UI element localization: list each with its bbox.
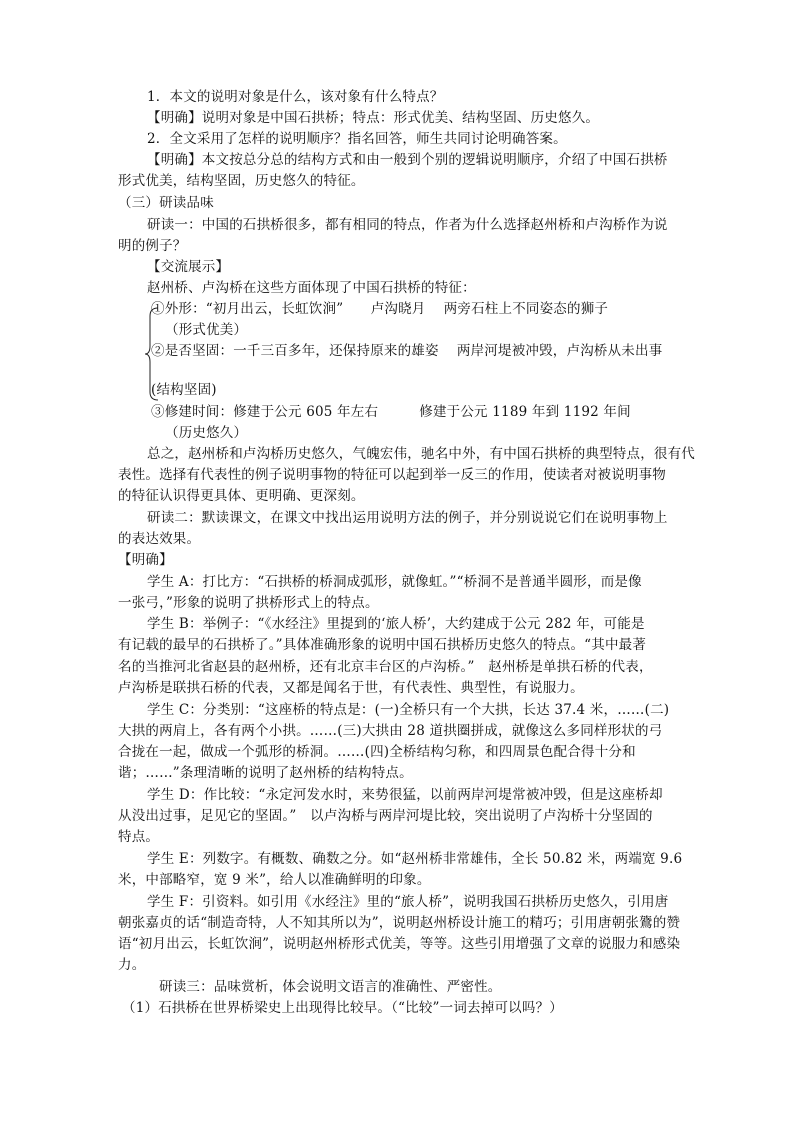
text-line: （历史悠久）: [165, 425, 248, 441]
text-line: （形式优美）: [165, 322, 248, 338]
text-line: 学生 C：分类别：“这座桥的特点是：(一)全桥只有一个大拱，长达 37.4 米，……(二): [147, 702, 670, 718]
text-line: 形式优美，结构坚固，历史悠久的特征。: [118, 173, 365, 189]
text-line: 明的例子？: [118, 238, 187, 254]
text-line: 学生 A：打比方：“石拱桥的桥洞成弧形，就像虹。”“桥洞不是普通半圆形，而是像: [147, 574, 642, 590]
text-line: 【明确】说明对象是中国石拱桥；特点：形式优美、结构坚固、历史悠久。: [147, 110, 600, 126]
text-line: 语“初月出云，长虹饮涧”，说明赵州桥形式优美，等等。这些引用增强了文章的说服力和感染: [118, 936, 681, 952]
text-line: 从没出过事，足见它的坚固。” 以卢沟桥与两岸河堤比较，突出说明了卢沟桥十分坚固的: [118, 808, 653, 824]
text-line: 大拱的两肩上，各有两个小拱。……(三)大拱由 28 道拱圈拼成，就像这么多同样形状的弓: [118, 723, 663, 739]
text-line: ③修建时间：修建于公元 605 年左右 修建于公元 1189 年到 1192 年间: [151, 404, 631, 420]
text-line: ①外形：“初月出云，长虹饮涧” 卢沟晓月 两旁石柱上不同姿态的狮子: [151, 301, 609, 317]
text-line: 的表达效果。: [118, 531, 201, 547]
text-line: 卢沟桥是联拱石桥的代表，又都是闻名于世，有代表性、典型性，有说服力。: [118, 680, 584, 696]
text-line: （1）石拱桥在世界桥梁史上出现得比较早。（“比较”一词去掉可以吗？）: [122, 1000, 563, 1016]
text-line: 有记载的最早的石拱桥了。”具体准确形象的说明中国石拱桥历史悠久的特点。“其中最著: [118, 637, 647, 653]
text-line: (结构坚固): [151, 382, 217, 398]
text-line: 【交流展示】: [147, 259, 230, 275]
text-line: ②是否坚固：一千三百多年，还保持原来的雄姿 两岸河堤被冲毁，卢沟桥从未出事: [151, 343, 663, 359]
text-line: 米，中部略窄，宽 9 米”，给人以准确鲜明的印象。: [118, 872, 431, 888]
text-line: 1．本文的说明对象是什么，该对象有什么特点？: [147, 89, 444, 105]
text-line: 学生 F：引资料。如引用《水经注》里的“旅人桥”，说明我国石拱桥历史悠久，引用唐: [147, 894, 669, 910]
text-line: 名的当推河北省赵县的赵州桥，还有北京丰台区的卢沟桥。” 赵州桥是单拱石桥的代表，: [118, 659, 653, 675]
text-line: 特点。: [118, 829, 160, 845]
text-line: 研读一：中国的石拱桥很多，都有相同的特点，作者为什么选择赵州桥和卢沟桥作为说: [147, 217, 668, 233]
text-line: 研读三：品味赏析，体会说明文语言的准确性、严密性。: [159, 979, 502, 995]
text-line: 一张弓，”形象的说明了拱桥形式上的特点。: [118, 595, 379, 611]
text-line: （三）研读品味: [118, 195, 214, 211]
text-line: 表性。选择有代表性的例子说明事物的特征可以起到举一反三的作用，使读者对被说明事物: [118, 467, 666, 483]
text-line: 2．全文采用了怎样的说明顺序？指名回答，师生共同讨论明确答案。: [147, 131, 567, 147]
text-line: 的特征认识得更具体、更明确、更深刻。: [118, 488, 365, 504]
text-line: 赵州桥、卢沟桥在这些方面体现了中国石拱桥的特征：: [147, 280, 476, 296]
text-line: 学生 B：举例子：“《水经注》里提到的‘旅人桥’，大约建成于公元 282 年，可能是: [147, 616, 645, 632]
text-line: 合拢在一起，做成一个弧形的桥洞。……(四)全桥结构匀称，和四周景色配合得十分和: [118, 744, 636, 760]
text-line: 力。: [118, 957, 146, 973]
text-line: 学生 D：作比较：“永定河发水时，来势很猛，以前两岸河堤常被冲毁，但是这座桥却: [147, 787, 663, 803]
text-line: 学生 E：列数字。有概数、确数之分。如“赵州桥非常雄伟，全长 50.82 米，两端宽 9.6: [147, 851, 683, 867]
text-line: 【明确】本文按总分总的结构方式和由一般到个别的逻辑说明顺序，介绍了中国石拱桥: [147, 152, 668, 168]
text-line: 总之，赵州桥和卢沟桥历史悠久，气魄宏伟，驰名中外，有中国石拱桥的典型特点，很有代: [147, 446, 695, 462]
text-line: 朝张嘉贞的话“制造奇特，人不知其所以为”，说明赵州桥设计施工的精巧；引用唐朝张鷟的赞: [118, 915, 681, 931]
text-line: 谐；……”条理清晰的说明了赵州桥的结构特点。: [118, 765, 413, 781]
text-line: 研读二：默读课文，在课文中找出运用说明方法的例子，并分别说说它们在说明事物上: [147, 510, 668, 526]
text-line: 【明确】: [118, 552, 173, 568]
